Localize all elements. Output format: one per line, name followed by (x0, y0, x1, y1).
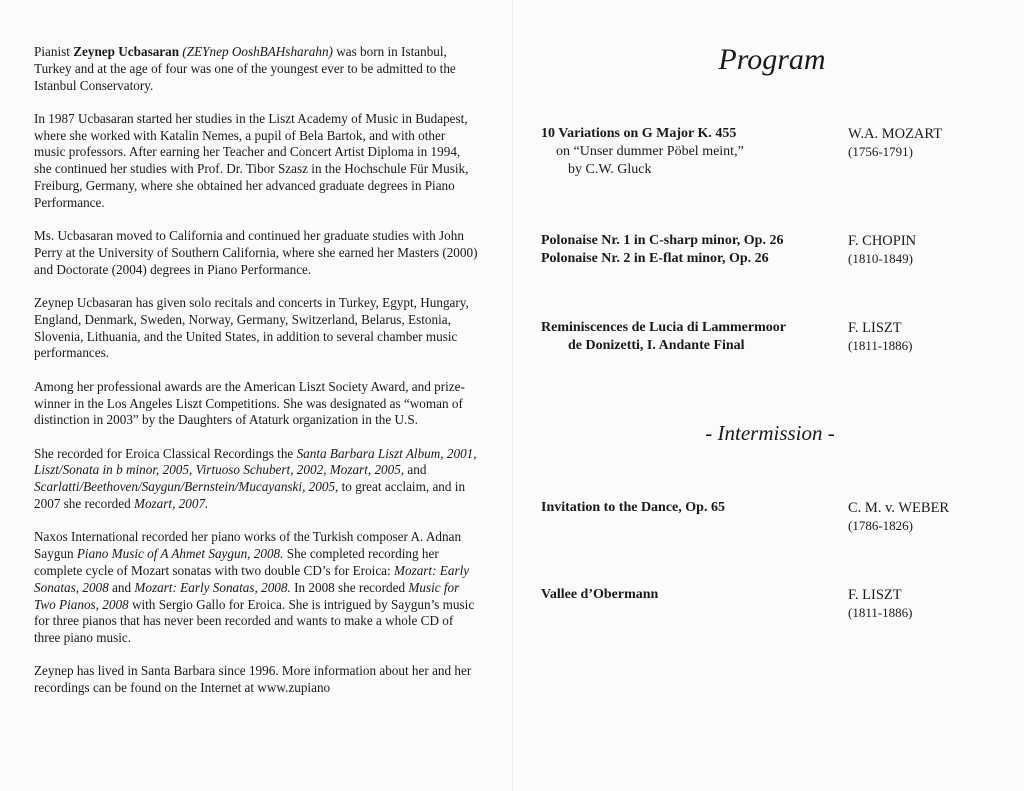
bio-paragraph-8: Zeynep has lived in Santa Barbara since 1996. More information about her and her recordings can be found on the Internet at www.zupiano (34, 663, 472, 696)
composer-dates: (1786-1826) (848, 518, 913, 533)
piece-title: Vallee d’Obermann (541, 587, 659, 602)
page-fold (512, 0, 513, 791)
piece-title: Polonaise Nr. 1 in C-sharp minor, Op. 26 (541, 233, 784, 248)
album-title: Mozart, 2007. (133, 496, 209, 512)
program-piece-5 (541, 586, 658, 604)
bio-text: and (404, 462, 427, 478)
bio-paragraph-6 (34, 446, 478, 513)
piece-title: de Donizetti, I. Andante Final (568, 338, 745, 353)
album-title: Mozart: Early Sonatas, 2008. (134, 579, 291, 595)
composer-5 (848, 586, 913, 622)
bio-text: was born in Istanbul, Turkey and at the age of four was one of the youngest ever to be admitted to the Istanbul Conservatory. (34, 44, 456, 93)
album-title: Piano Music of A Ahmet Saygun, 2008. (76, 546, 284, 562)
composer-name: W.A. MOZART (848, 126, 943, 142)
program-title: Program (718, 43, 826, 76)
piece-title: Reminiscences de Lucia di Lammermoor (541, 320, 786, 335)
composer-name: F. LISZT (848, 320, 902, 336)
program-piece-4 (541, 499, 725, 517)
intermission: - Intermission - (705, 421, 835, 445)
name-pronunciation: (ZEYnep OoshBAHsharahn) (182, 44, 333, 59)
album-titles: Santa Barbara Liszt Album, 2001, Liszt/Sonata in b minor, 2005, Virtuoso Schubert, 2002, Mozart, 2005, (34, 445, 477, 478)
composer-dates: (1810-1849) (848, 251, 913, 266)
album-title: Scarlatti/Beethoven/Saygun/Bernstein/Mucayanski, 2005, (34, 479, 339, 495)
artist-name: Zeynep Ucbasaran (73, 44, 180, 59)
bio-text: with Sergio Gallo for Eroica. She is intrigued by Saygun’s music for three pianos that has never been recorded and wants to make a whole CD of three piano music. (34, 596, 475, 646)
composer-1 (848, 125, 942, 161)
composer-dates: (1811-1886) (848, 338, 913, 353)
piece-subtitle: on “Unser dummer Pöbel meint,” (556, 144, 744, 159)
bio-text: In 2008 she recorded (290, 579, 409, 595)
bio-paragraph-3: Ms. Ucbasaran moved to California and continued her graduate studies with John Perry at the University of Southern California, where she earned her Masters (2000) and Doctorate (2004) degrees in Piano Performance. (34, 228, 478, 277)
bio-text: She recorded for Eroica Classical Recordings the (34, 445, 297, 461)
piece-title: Invitation to the Dance, Op. 65 (541, 500, 725, 515)
bio-text: to great acclaim, and in 2007 she recorded (34, 479, 466, 512)
composer-2 (848, 232, 916, 268)
bio-paragraph-5: Among her professional awards are the American Liszt Society Award, and prize-winner in the Los Angeles Liszt Competitions. She was designated as “woman of distinction in 2003” by the Daughters of Ataturk organization in the U.S. (34, 378, 465, 428)
composer-3 (848, 319, 913, 355)
bio-paragraph-1 (34, 44, 478, 94)
composer-dates: (1756-1791) (848, 144, 913, 159)
program-piece-3 (541, 319, 786, 355)
composer-dates: (1811-1886) (848, 605, 913, 620)
composer-name: F. LISZT (848, 587, 902, 603)
piece-title: 10 Variations on G Major K. 455 (541, 126, 737, 141)
program-piece-1 (541, 125, 744, 179)
bio-text: She completed recording her complete cycle of Mozart sonatas with two double CD’s for Eroica: (34, 546, 439, 578)
bio-text: and (108, 579, 135, 595)
composer-name: C. M. v. WEBER (848, 500, 950, 516)
piece-subtitle: by C.W. Gluck (568, 162, 652, 177)
bio-paragraph-4: Zeynep Ucbasaran has given solo recitals and concerts in Turkey, Egypt, Hungary, England, Denmark, Sweden, Norway, Germany, Switzerland, Belarus, Estonia, Slovenia, Lithuania, and the United States, in addition to several chamber music performances. (34, 295, 469, 361)
composer-name: F. CHOPIN (848, 233, 917, 249)
piece-title: Polonaise Nr. 2 in E-flat minor, Op. 26 (541, 251, 769, 266)
bio-paragraph-2: In 1987 Ucbasaran started her studies in the Liszt Academy of Music in Budapest, where she worked with Katalin Nemes, a pupil of Bela Bartok, and with other music professors. After earning her Teacher and Concert Artist Diploma in 1994, she continued her studies with Prof. Dr. Tibor Szasz in the Hochschule Für Musik, Freiburg, Germany, where she obtained her advanced graduate degrees in Piano Performance. (34, 110, 469, 210)
album-title: Music for Two Pianos, 2008 (34, 579, 460, 612)
bio-text: Pianist (34, 44, 74, 59)
bio-text: Naxos International recorded her piano works of the Turkish composer A. Adnan Saygun (34, 529, 462, 562)
album-title: Mozart: Early Sonatas, 2008 (34, 562, 470, 595)
biography (34, 44, 478, 714)
program-piece-2 (541, 232, 783, 268)
bio-paragraph-7 (34, 529, 478, 647)
composer-4 (848, 499, 949, 535)
